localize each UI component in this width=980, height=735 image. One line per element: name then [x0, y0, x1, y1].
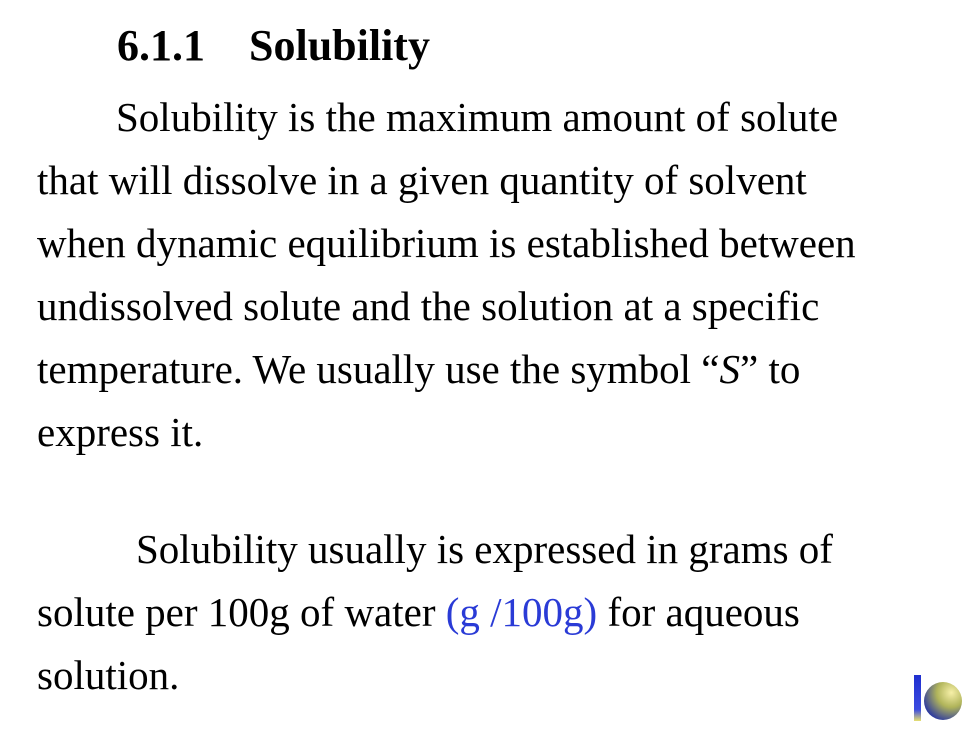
unit-highlight: (g /100g) — [445, 589, 598, 635]
line-text: solute per 100g of water — [37, 589, 446, 635]
line-text: for aqueous — [597, 589, 800, 635]
units-paragraph — [37, 518, 833, 707]
paragraph-line: solution. — [37, 652, 180, 698]
paragraph-line: Solubility is the maximum amount of solute — [116, 94, 839, 140]
section-number: 6.1.1 — [117, 21, 205, 70]
line-text: ” to — [740, 346, 801, 392]
section-heading — [117, 16, 430, 76]
paragraph-line: when dynamic equilibrium is established between — [37, 220, 856, 266]
logo-bar — [914, 675, 921, 721]
section-title: Solubility — [249, 21, 430, 70]
paragraph-line: Solubility usually is expressed in grams of — [136, 526, 833, 572]
sphere-bar-logo-icon — [905, 671, 965, 725]
definition-paragraph — [37, 86, 856, 464]
solubility-symbol: S — [719, 346, 741, 392]
paragraph-line — [37, 581, 833, 644]
paragraph-line — [37, 338, 856, 401]
line-text: temperature. We usually use the symbol “ — [37, 346, 720, 392]
paragraph-line: express it. — [37, 409, 204, 455]
logo-ball — [924, 682, 962, 720]
paragraph-line: undissolved solute and the solution at a specific — [37, 283, 820, 329]
paragraph-line: that will dissolve in a given quantity of solvent — [37, 157, 807, 203]
